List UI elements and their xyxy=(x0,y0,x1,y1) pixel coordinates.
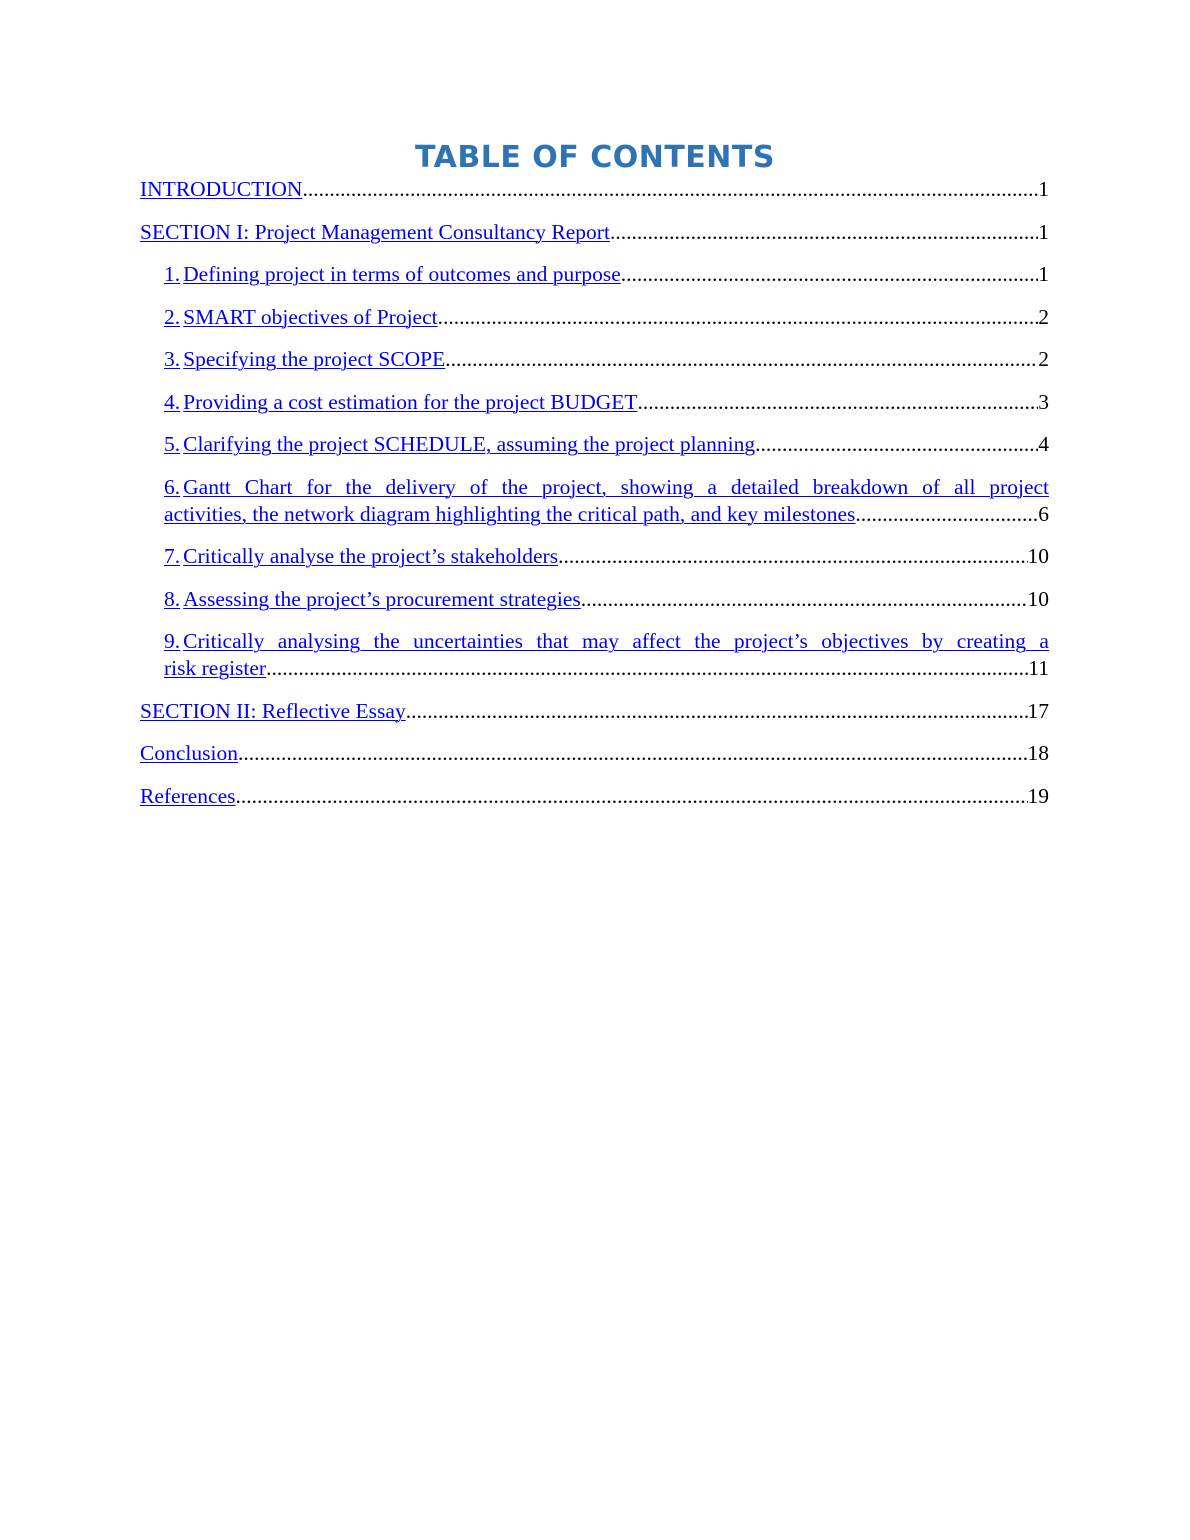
toc-entry-3 xyxy=(164,346,1049,373)
toc-link-gantt-chart-line-2[interactable]: activities, the network diagram highlighting the critical path, and key milestones xyxy=(164,501,856,526)
dot-leader xyxy=(610,219,1038,246)
entry-number[interactable]: 3. xyxy=(164,347,181,371)
entry-number[interactable]: 1. xyxy=(164,262,181,286)
page-number: 4 xyxy=(1038,432,1049,456)
page-number: 1 xyxy=(1038,219,1049,244)
dot-leader xyxy=(581,586,1028,613)
entry-number[interactable]: 2. xyxy=(164,304,181,329)
toc-entry-5 xyxy=(164,431,1049,458)
toc-entry-4 xyxy=(164,389,1049,416)
page-number: 1 xyxy=(1038,262,1049,286)
table-of-contents xyxy=(140,176,1049,825)
toc-link-gantt-chart-line-1[interactable]: Gantt Chart for the delivery of the project, showing a detailed breakdown of all project xyxy=(183,474,1049,499)
dot-leader xyxy=(302,176,1038,203)
dot-leader xyxy=(755,431,1038,458)
toc-entry-7 xyxy=(164,543,1049,570)
toc-entry-section-2 xyxy=(140,698,1049,725)
page-number: 1 xyxy=(1038,177,1049,201)
entry-number[interactable]: 8. xyxy=(164,586,181,611)
page-number: 18 xyxy=(1027,741,1049,765)
toc-link-defining-project[interactable]: Defining project in terms of outcomes and purpose xyxy=(183,262,621,286)
dot-leader xyxy=(445,346,1038,373)
page-number: 3 xyxy=(1038,389,1049,414)
dot-leader xyxy=(558,543,1027,570)
toc-link-smart-objectives[interactable]: SMART objectives of Project xyxy=(183,304,438,329)
toc-entry-9 xyxy=(164,628,1049,682)
entry-number[interactable]: 5. xyxy=(164,432,181,456)
page-number: 2 xyxy=(1038,304,1049,329)
toc-entry-8 xyxy=(164,586,1049,613)
toc-title: TABLE OF CONTENTS xyxy=(415,140,775,175)
toc-link-risk-register-line-1[interactable]: Critically analysing the uncertainties that may affect the project’s objectives by creating a xyxy=(183,629,1049,653)
toc-link-risk-register-line-2[interactable]: risk register xyxy=(164,656,267,680)
page-number: 10 xyxy=(1027,544,1049,568)
dot-leader xyxy=(621,261,1038,288)
toc-entry-section-1 xyxy=(140,219,1049,246)
toc-entry-6 xyxy=(164,474,1049,528)
toc-entry-1 xyxy=(164,261,1049,288)
page-number: 2 xyxy=(1038,347,1049,371)
dot-leader xyxy=(438,304,1039,331)
dot-leader xyxy=(638,389,1039,416)
toc-entry-introduction xyxy=(140,176,1049,203)
toc-link-stakeholders[interactable]: Critically analyse the project’s stakeholders xyxy=(183,544,559,568)
entry-number[interactable]: 7. xyxy=(164,544,181,568)
dot-leader xyxy=(236,783,1028,810)
dot-leader xyxy=(855,501,1038,528)
toc-entry-conclusion xyxy=(140,740,1049,767)
page-number: 6 xyxy=(1038,501,1049,526)
toc-link-introduction[interactable]: INTRODUCTION xyxy=(140,177,303,201)
dot-leader xyxy=(406,698,1028,725)
entry-number[interactable]: 9. xyxy=(164,629,181,653)
toc-link-conclusion[interactable]: Conclusion xyxy=(140,741,238,765)
entry-number[interactable]: 6. xyxy=(164,474,181,499)
toc-link-project-scope[interactable]: Specifying the project SCOPE xyxy=(183,347,446,371)
toc-entry-references xyxy=(140,783,1049,810)
toc-link-project-schedule[interactable]: Clarifying the project SCHEDULE, assuming the project planning xyxy=(183,432,756,456)
toc-link-references[interactable]: References xyxy=(140,783,236,808)
toc-link-project-budget[interactable]: Providing a cost estimation for the project BUDGET xyxy=(183,389,638,414)
dot-leader xyxy=(238,740,1028,767)
page-number: 17 xyxy=(1027,698,1049,723)
toc-entry-2 xyxy=(164,304,1049,331)
dot-leader xyxy=(266,655,1028,682)
toc-link-procurement[interactable]: Assessing the project’s procurement strategies xyxy=(183,586,581,611)
entry-number[interactable]: 4. xyxy=(164,389,181,414)
page-number: 19 xyxy=(1027,783,1049,808)
toc-link-section-2[interactable]: SECTION II: Reflective Essay xyxy=(140,698,406,723)
toc-link-section-1[interactable]: SECTION I: Project Management Consultancy Report xyxy=(140,219,610,244)
page-number: 11 xyxy=(1028,656,1049,680)
page-number: 10 xyxy=(1027,586,1049,611)
